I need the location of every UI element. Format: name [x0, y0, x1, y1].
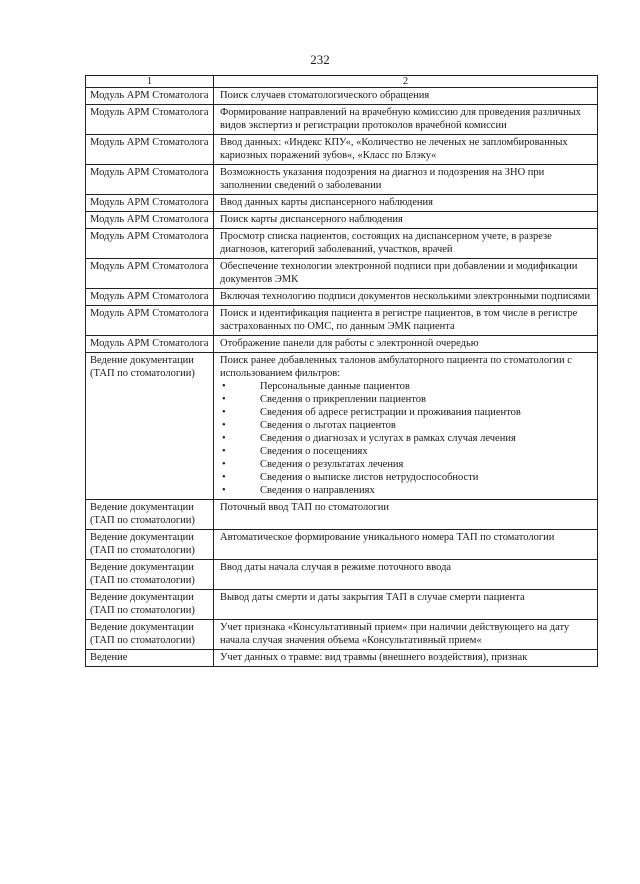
table-row: [86, 353, 598, 500]
table-row: [86, 336, 598, 353]
module-cell: Модуль АРМ Стоматолога: [86, 289, 214, 306]
module-cell: Ведение документации (ТАП по стоматологии): [86, 590, 214, 620]
table-row: [86, 289, 598, 306]
description-cell: Автоматическое формирование уникального номера ТАП по стоматологии: [214, 530, 598, 560]
bullet-icon: •: [222, 420, 226, 431]
table-row: [86, 135, 598, 165]
table-row: [86, 590, 598, 620]
filter-intro: Поиск ранее добавленных талонов амбулаторного пациента по стоматологии с использованием фильтров:: [220, 355, 572, 379]
table-row: [86, 195, 598, 212]
column-header-1: 1: [86, 76, 214, 88]
description-cell: Учет данных о травме: вид травмы (внешнего воздействия), признак: [214, 650, 598, 667]
list-item: [220, 484, 593, 497]
list-item-text: Сведения о направлениях: [260, 485, 375, 496]
table-row: [86, 650, 598, 667]
bullet-icon: •: [222, 433, 226, 444]
list-item-text: Сведения о прикреплении пациентов: [260, 394, 426, 405]
list-item-text: Сведения о выписке листов нетрудоспособности: [260, 472, 479, 483]
description-cell: Ввод даты начала случая в режиме поточного ввода: [214, 560, 598, 590]
table-row: [86, 259, 598, 289]
table-row: [86, 88, 598, 105]
column-header-2: 2: [214, 76, 598, 88]
bullet-icon: •: [222, 472, 226, 483]
module-cell: Модуль АРМ Стоматолога: [86, 212, 214, 229]
module-cell: Модуль АРМ Стоматолога: [86, 165, 214, 195]
bullet-icon: •: [222, 381, 226, 392]
module-cell: Ведение документации (ТАП по стоматологии): [86, 500, 214, 530]
list-item-text: Сведения об адресе регистрации и проживания пациентов: [260, 407, 521, 418]
module-cell: Ведение документации (ТАП по стоматологии): [86, 353, 214, 500]
description-cell: Поиск карты диспансерного наблюдения: [214, 212, 598, 229]
list-item: [220, 380, 593, 393]
table-row: [86, 105, 598, 135]
bullet-icon: •: [222, 485, 226, 496]
table-row: [86, 212, 598, 229]
list-item: [220, 445, 593, 458]
description-cell: Обеспечение технологии электронной подписи при добавлении и модификации документов ЭМК: [214, 259, 598, 289]
table-row: [86, 620, 598, 650]
list-item-text: Сведения о результатах лечения: [260, 459, 404, 470]
module-cell: Модуль АРМ Стоматолога: [86, 105, 214, 135]
description-cell: Отображение панели для работы с электронной очередью: [214, 336, 598, 353]
list-item: [220, 471, 593, 484]
module-cell: Ведение документации (ТАП по стоматологии): [86, 620, 214, 650]
module-cell: Модуль АРМ Стоматолога: [86, 135, 214, 165]
bullet-icon: •: [222, 459, 226, 470]
page-number: 232: [310, 52, 330, 67]
bullet-icon: •: [222, 394, 226, 405]
list-item-text: Сведения о льготах пациентов: [260, 420, 396, 431]
description-cell: Поиск и идентификация пациента в регистре пациентов, в том числе в регистре застрахованных по ОМС, по данным ЭМК пациента: [214, 306, 598, 336]
description-cell: Просмотр списка пациентов, состоящих на диспансерном учете, в разрезе диагнозов, категорий заболеваний, участков, врачей: [214, 229, 598, 259]
description-cell: [214, 353, 598, 500]
module-cell: Модуль АРМ Стоматолога: [86, 306, 214, 336]
filter-list: [220, 380, 593, 497]
module-cell: Модуль АРМ Стоматолога: [86, 88, 214, 105]
description-cell: Ввод данных: «Индекс КПУ«, «Количество не леченых не запломбированных кариозных поражений зубов«, «Класс по Блэку«: [214, 135, 598, 165]
list-item: [220, 458, 593, 471]
bullet-icon: •: [222, 446, 226, 457]
description-cell: Формирование направлений на врачебную комиссию для проведения различных видов экспертиз и регистрации протоколов врачебной комиссии: [214, 105, 598, 135]
table-row: [86, 530, 598, 560]
list-item: [220, 406, 593, 419]
description-cell: Вывод даты смерти и даты закрытия ТАП в случае смерти пациента: [214, 590, 598, 620]
list-item: [220, 432, 593, 445]
table-header-row: [86, 76, 598, 88]
list-item: [220, 419, 593, 432]
table-row: [86, 500, 598, 530]
module-cell: Модуль АРМ Стоматолога: [86, 259, 214, 289]
list-item-text: Персональные данные пациентов: [260, 381, 410, 392]
list-item: [220, 393, 593, 406]
module-cell: Ведение: [86, 650, 214, 667]
description-cell: Поиск случаев стоматологического обращения: [214, 88, 598, 105]
description-cell: Возможность указания подозрения на диагноз и подозрения на ЗНО при заполнении сведений о заболевании: [214, 165, 598, 195]
module-cell: Модуль АРМ Стоматолога: [86, 229, 214, 259]
module-cell: Ведение документации (ТАП по стоматологии): [86, 560, 214, 590]
table-row: [86, 560, 598, 590]
module-cell: Модуль АРМ Стоматолога: [86, 195, 214, 212]
description-cell: Включая технологию подписи документов несколькими электронными подписями: [214, 289, 598, 306]
table-row: [86, 165, 598, 195]
description-cell: Учет признака «Консультативный прием« при наличии действующего на дату начала случая значения объема «Консультативный прием«: [214, 620, 598, 650]
description-cell: Ввод данных карты диспансерного наблюдения: [214, 195, 598, 212]
description-cell: Поточный ввод ТАП по стоматологии: [214, 500, 598, 530]
bullet-icon: •: [222, 407, 226, 418]
table-row: [86, 229, 598, 259]
list-item-text: Сведения о диагнозах и услугах в рамках случая лечения: [260, 433, 516, 444]
table-row: [86, 306, 598, 336]
requirements-table: [85, 75, 598, 667]
module-cell: Ведение документации (ТАП по стоматологии): [86, 530, 214, 560]
list-item-text: Сведения о посещениях: [260, 446, 368, 457]
module-cell: Модуль АРМ Стоматолога: [86, 336, 214, 353]
